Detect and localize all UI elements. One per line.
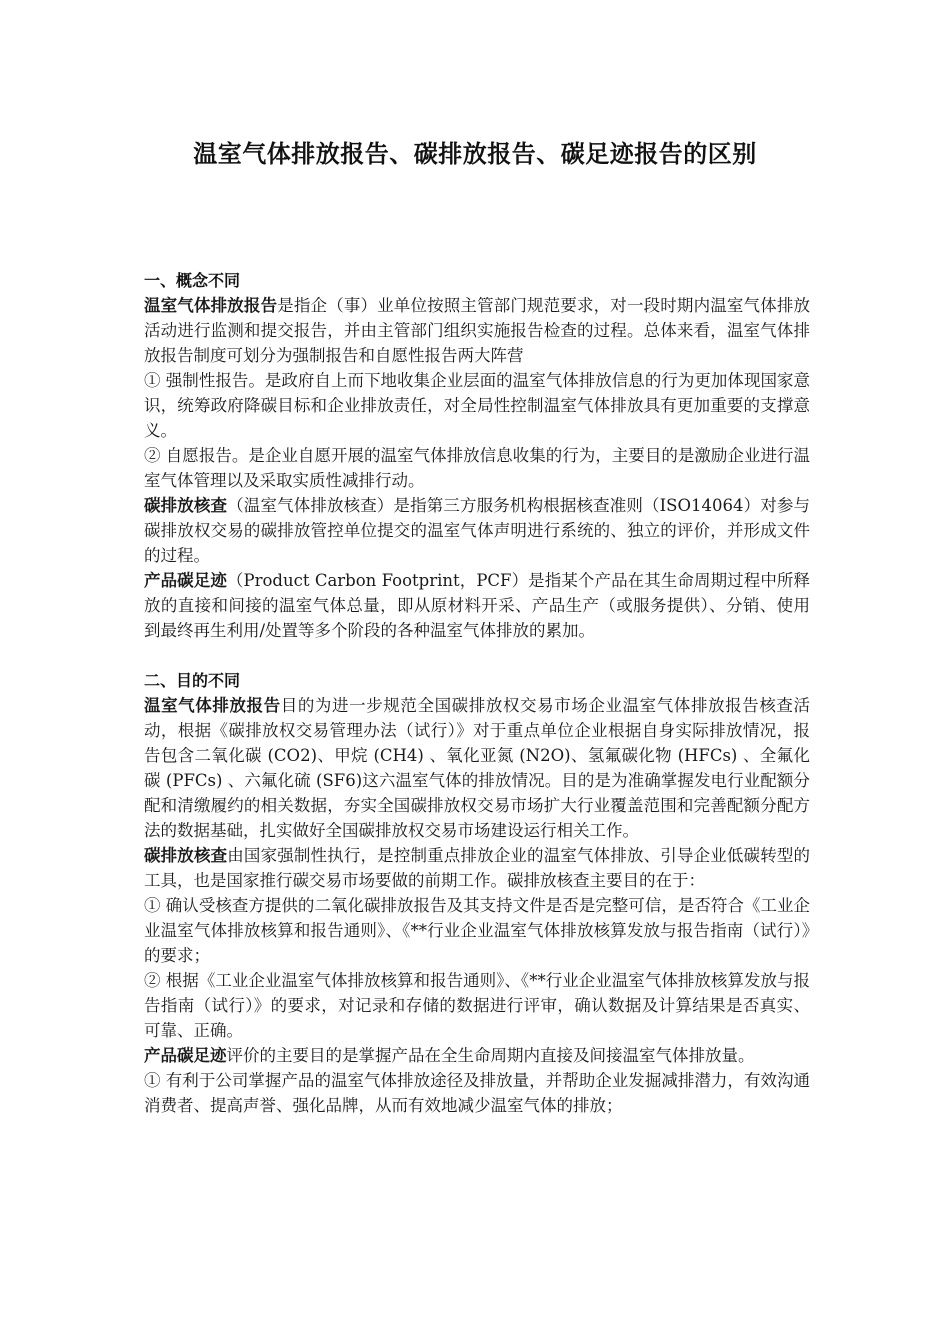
document-body: [144, 268, 810, 1118]
section2-paragraph-3: ① 确认受核查方提供的二氧化碳排放报告及其支持文件是否是完整可信，是否符合《工业企业温室气体排放核算和报告通则》、《**行业企业温室气体排放核算发放与报告指南（试行）》的要求；: [144, 896, 810, 965]
term-ghg-report: 温室气体排放报告: [144, 296, 278, 315]
section2-paragraph-5: 产品碳足迹评价的主要目的是掌握产品在全生命周期内直接及间接温室气体排放量。: [144, 1046, 755, 1065]
section2-heading: 二、目的不同: [144, 671, 241, 690]
section1-paragraph-4: 碳排放核查（温室气体排放核查）是指第三方服务机构根据核查准则（ISO14064）对参与碳排放权交易的碳排放管控单位提交的温室气体声明进行系统的、独立的评价，并形成文件的过程。: [144, 496, 811, 565]
term-carbon-verification: 碳排放核查: [144, 846, 228, 865]
term-ghg-report: 温室气体排放报告: [144, 696, 281, 715]
section-spacer: [144, 643, 810, 668]
section2-paragraph-1: 温室气体排放报告目的为进一步规范全国碳排放权交易市场企业温室气体排放报告核查活动，根据《碳排放权交易管理办法（试行）》对于重点单位企业根据自身实际排放情况，报告包含二氧化碳 (CO2)、甲烷 (CH4) 、氧化亚氮 (N2O)、氢氟碳化物 (HFCs) 、全氟化碳 (PFCs) 、六氟化硫 (SF6)这六温室气体的排放情况。目的是为准确掌握发电行业配额分配和清缴履约的相关数据，夯实全国碳排放权交易市场扩大行业覆盖范围和完善配额分配方法的数据基础，扎实做好全国碳排放权交易市场建设运行相关工作。: [144, 696, 811, 840]
section1-heading: 一、概念不同: [144, 271, 241, 290]
section1-paragraph-5: 产品碳足迹（Product Carbon Footprint，PCF）是指某个产品在其生命周期过程中所释放的直接和间接的温室气体总量，即从原材料开采、产品生产（或服务提供）、分销、使用到最终再生利用/处置等多个阶段的各种温室气体排放的累加。: [144, 571, 810, 640]
section2-paragraph-6: ① 有利于公司掌握产品的温室气体排放途径及排放量，并帮助企业发掘减排潜力，有效沟通消费者、提高声誉、强化品牌，从而有效地减少温室气体的排放；: [144, 1071, 810, 1115]
section2-paragraph-4: ② 根据《工业企业温室气体排放核算和报告通则》、《**行业企业温室气体排放核算发放与报告指南（试行）》的要求，对记录和存储的数据进行评审，确认数据及计算结果是否真实、可靠、正确。: [144, 971, 810, 1040]
section1-paragraph-1: 温室气体排放报告是指企（事）业单位按照主管部门规范要求，对一段时期内温室气体排放活动进行监测和提交报告，并由主管部门组织实施报告检查的过程。总体来看，温室气体排放报告制度可划分为强制报告和自愿性报告两大阵营: [144, 296, 811, 365]
term-carbon-footprint: 产品碳足迹: [144, 1046, 227, 1065]
document-title: 温室气体排放报告、碳排放报告、碳足迹报告的区别: [193, 140, 757, 168]
term-carbon-footprint: 产品碳足迹: [144, 571, 227, 590]
term-carbon-verification: 碳排放核查: [144, 496, 228, 515]
section2-paragraph-2: 碳排放核查由国家强制性执行，是控制重点排放企业的温室气体排放、引导企业低碳转型的工具，也是国家推行碳交易市场要做的前期工作。碳排放核查主要目的在于：: [144, 846, 811, 890]
section1-paragraph-3: ② 自愿报告。是企业自愿开展的温室气体排放信息收集的行为，主要目的是激励企业进行温室气体管理以及采取实质性减排行动。: [144, 446, 810, 490]
section1-paragraph-2: ① 强制性报告。是政府自上而下地收集企业层面的温室气体排放信息的行为更加体现国家意识，统筹政府降碳目标和企业排放责任，对全局性控制温室气体排放具有更加重要的支撑意义。: [144, 371, 810, 440]
